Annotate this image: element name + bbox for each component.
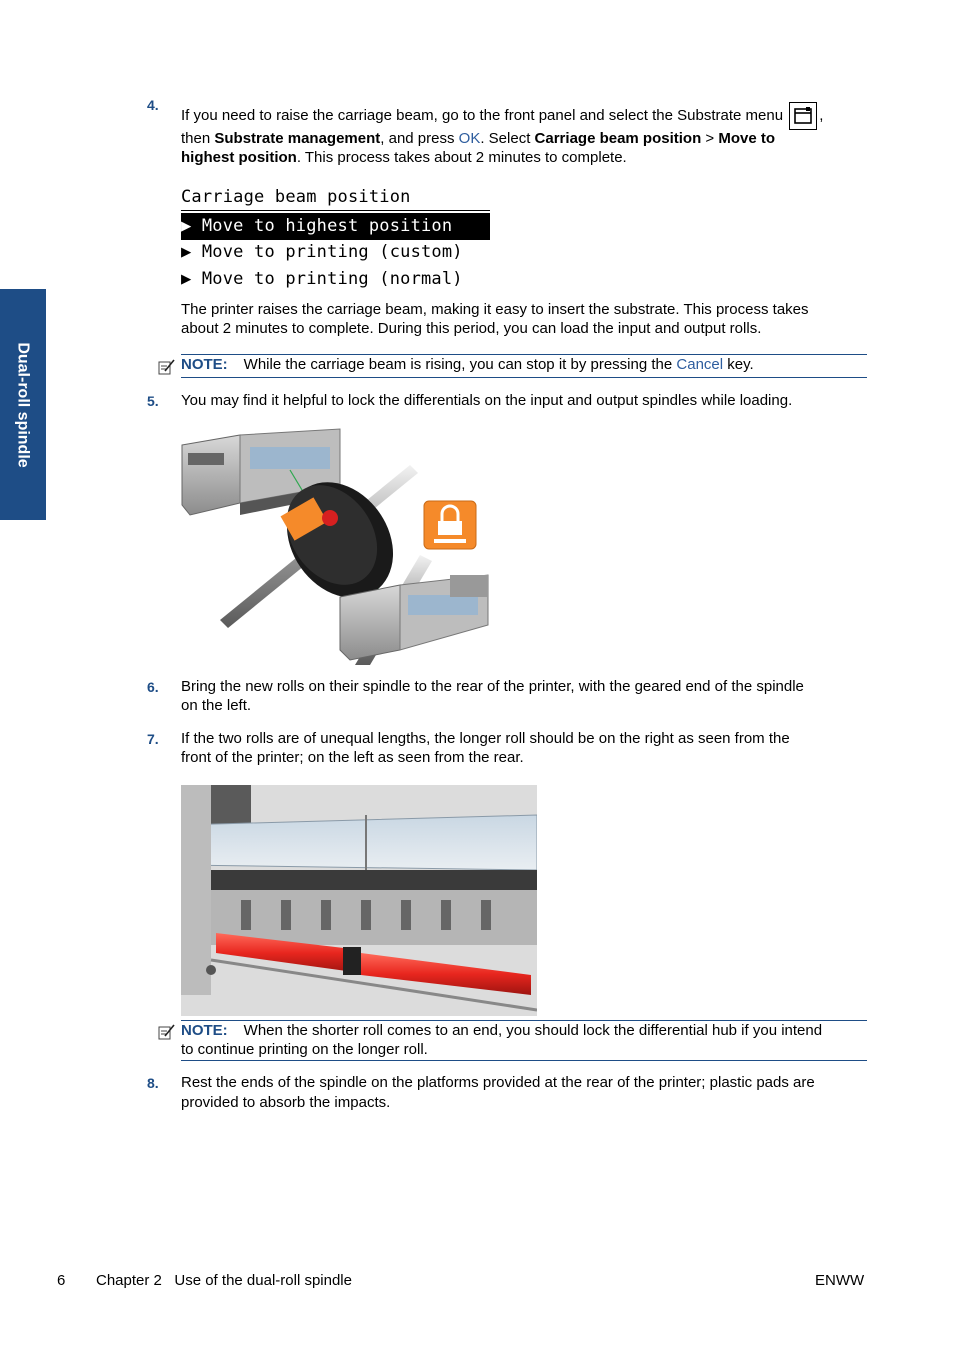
step-6-number: 6. [147, 679, 159, 695]
note2-bottom-rule [181, 1060, 867, 1061]
lock-icon [424, 501, 476, 549]
lcd-item-custom: ▶ Move to printing (custom) [181, 242, 463, 262]
lcd-item-highest: ▶ Move to highest position [181, 213, 490, 240]
step-4-line1: If you need to raise the carriage beam, go to the front panel and select the Substrate menu , [181, 102, 871, 130]
after-lcd-line1: The printer raises the carriage beam, making it easy to insert the substrate. This process takes [181, 301, 809, 318]
lcd-title: Carriage beam position [181, 187, 411, 207]
note-pencil-icon [157, 358, 175, 376]
step-7-line2: front of the printer; on the left as seen from the rear. [181, 749, 524, 766]
step-4-number: 4. [147, 97, 159, 113]
step-8-line1: Rest the ends of the spindle on the platforms provided at the rear of the printer; plastic pads are [181, 1074, 815, 1091]
footer-chapter: Chapter 2 Use of the dual-roll spindle [96, 1272, 352, 1289]
substrate-menu-icon [789, 102, 817, 130]
footer-enww: ENWW [815, 1272, 865, 1289]
note2-label: NOTE: [181, 1022, 228, 1039]
step-4-line3: highest position. This process takes about 2 minutes to complete. [181, 149, 627, 166]
note1-label: NOTE: [181, 356, 228, 373]
chapter-side-tab-label: Dual-roll spindle [15, 341, 32, 468]
note2-line2: to continue printing on the longer roll. [181, 1041, 428, 1058]
step-6-line1: Bring the new rolls on their spindle to the rear of the printer, with the geared end of the spindle [181, 678, 804, 695]
step-5-number: 5. [147, 393, 159, 409]
step-6-line2: on the left. [181, 697, 252, 714]
step-8-number: 8. [147, 1075, 159, 1091]
after-lcd-line2: about 2 minutes to complete. During this period, you can load the input and output rolls. [181, 320, 762, 337]
ok-key-link[interactable]: OK [458, 130, 481, 147]
lcd-divider [181, 210, 490, 211]
footer-page-number: 6 [57, 1272, 66, 1289]
note2-line1: NOTE: When the shorter roll comes to an end, you should lock the differential hub if you intend [181, 1022, 823, 1039]
rear-printer-rolls-figure [181, 785, 537, 1016]
note1-bottom-rule [181, 377, 867, 378]
cancel-key-link[interactable]: Cancel [676, 356, 724, 373]
chapter-side-tab [0, 289, 46, 520]
step-5-text: You may find it helpful to lock the differentials on the input and output spindles while loading. [181, 392, 793, 409]
step-8-line2: provided to absorb the impacts. [181, 1094, 391, 1111]
note-pencil-icon [157, 1023, 175, 1041]
step-4-line2: then Substrate management, and press OK. Select Carriage beam position > Move to [181, 130, 776, 147]
note1: NOTE: While the carriage beam is rising, you can stop it by pressing the Cancel key. [181, 356, 754, 373]
step-7-line1: If the two rolls are of unequal lengths, the longer roll should be on the right as seen from the [181, 730, 790, 747]
lcd-item-normal: ▶ Move to printing (normal) [181, 269, 463, 289]
differential-lock-figure [180, 425, 500, 665]
step-7-number: 7. [147, 731, 159, 747]
